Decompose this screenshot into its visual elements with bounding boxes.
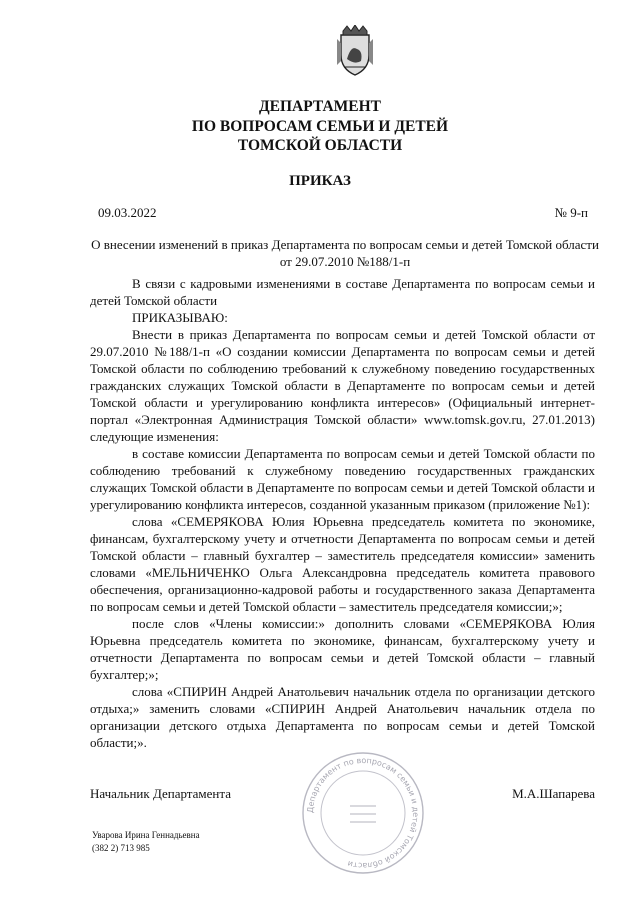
order-date: 09.03.2022 [98,205,157,220]
paragraph-main: Внести в приказ Департамента по вопросам семьи и детей Томской области от 29.07.2010 №188/1-п «О создании комиссии Департамента по вопросам семьи и детей Томской области по соблюдению требований к служебному поведению государственных гражданских служащих Томской области в Департаменте по вопросам семьи и детей Томской области и урегулированию конфликта интересов» (Официальный интернет-портал «Электронная Администрация Томской области» www.tomsk.gov.ru, 27.01.2013) следующие изменения: [90,327,595,444]
paragraph-change-2: после слов «Члены комиссии:» дополнить словами «СЕМЕРЯКОВА Юлия Юрьевна председатель комитета по экономике, финансам, бухгалтерскому учету и отчетности Департамента по вопросам семьи и детей Томской области – главный бухгалтер;»; [90,616,595,682]
signature-role: Начальник Департамента [90,786,231,801]
svg-text:Департамент по вопросам семьи [306,756,420,870]
paragraph-change-1: слова «СЕМЕРЯКОВА Юлия Юрьевна председатель комитета по экономике, финансам, бухгалтерскому учету и отчетности Департамента по вопросам семьи и детей Томской области – главный бухгалтер – заместитель председателя комиссии» заменить словами «МЕЛЬНИЧЕНКО Ольга Александровна председатель комитета правового обеспечения, организационно-кадровой работы и государственного заказа Департамента по вопросам семьи и детей Томской области – заместитель председателя комиссии;»; [90,514,595,614]
paragraph-order-word: ПРИКАЗЫВАЮ: [132,310,228,325]
coat-of-arms-emblem [333,25,377,79]
executor-phone: (382 2) 713 985 [92,843,150,853]
department-title-line2: ПО ВОПРОСАМ СЕМЬИ И ДЕТЕЙ [191,118,449,135]
order-number: № 9-п [554,205,588,220]
executor-name: Уварова Ирина Геннадьевна [92,830,200,840]
paragraph-commission: в составе комиссии Департамента по вопросам семьи и детей Томской области по соблюдению требований к служебному поведению государственных гражданских служащих Томской области в Департаменте по вопросам семьи и детей Томской области и урегулированию конфликта интересов, созданной указанным приказом (приложение №1): [90,446,595,512]
paragraph-change-3: слова «СПИРИН Андрей Анатольевич начальник отдела по организации детского отдыха;» заменить словами «СПИРИН Андрей Анатольевич начальник отдела по организации детского отдыха Департамента по вопросам семьи и детей Томской области;». [90,684,595,750]
stamp-text: Департамент по вопросам семьи и детей Томской области [305,755,421,871]
official-stamp [298,748,428,878]
executor-info [92,829,200,855]
paragraph-preamble: В связи с кадровыми изменениями в составе Департамента по вопросам семьи и детей Томской области [90,276,595,308]
department-title-line3: ТОМСКОЙ ОБЛАСТИ [237,137,403,154]
document-type-title: ПРИКАЗ [289,173,351,189]
department-title-line1: ДЕПАРТАМЕНТ [258,98,382,115]
order-body [90,275,595,751]
order-subject: О внесении изменений в приказ Департамента по вопросам семьи и детей Томской области от 29.07.2010 №188/1-п [91,237,599,269]
signature-name: М.А.Шапарева [512,786,595,801]
